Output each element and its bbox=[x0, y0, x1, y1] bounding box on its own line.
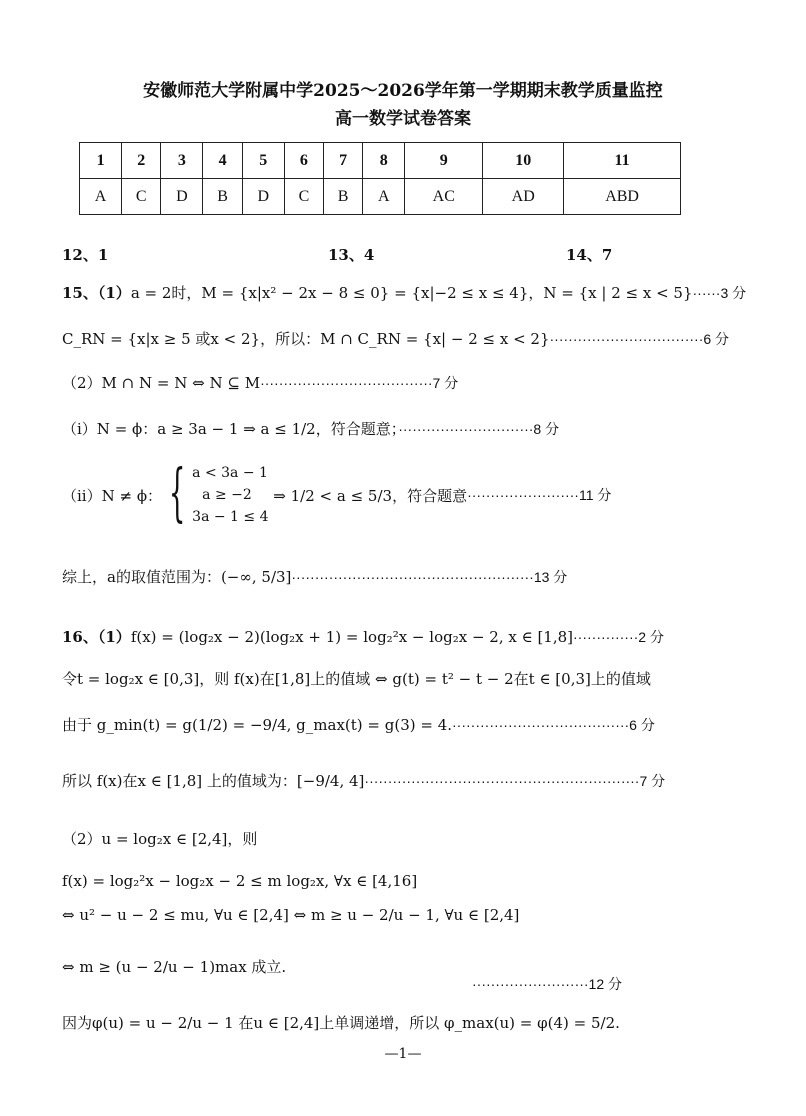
q15-line-5-text: ⇒ 1/2 < a ≤ 5/3，符合题意 bbox=[273, 486, 468, 505]
answer-cell: D bbox=[161, 179, 203, 215]
system-line: 3a − 1 ≤ 4 bbox=[192, 509, 269, 525]
answer-cell: B bbox=[323, 179, 362, 215]
q15-line-1-text: a = 2时，M = {x|x² − 2x − 8 ≤ 0} = {x|−2 ≤ x ≤ 4}，N = {x | 2 ≤ x < 5} bbox=[130, 284, 693, 302]
system-line: a ≥ −2 bbox=[202, 487, 252, 503]
q15-line-2 bbox=[62, 328, 729, 349]
q16-label: 16、（1） bbox=[62, 628, 131, 646]
q16-line-4 bbox=[62, 770, 665, 791]
question-number-cell: 5 bbox=[242, 143, 284, 179]
question-number-cell: 3 bbox=[161, 143, 203, 179]
answer-cell: ABD bbox=[564, 179, 681, 215]
page-number: —1— bbox=[384, 1046, 422, 1062]
answer-cell: AC bbox=[405, 179, 483, 215]
question-number-cell: 6 bbox=[284, 143, 323, 179]
question-number-cell: 11 bbox=[564, 143, 681, 179]
q16-line-3 bbox=[62, 714, 655, 735]
question-number-cell: 1 bbox=[80, 143, 122, 179]
answer-cell: C bbox=[284, 179, 323, 215]
answer-table bbox=[79, 142, 681, 215]
answer-cell: A bbox=[363, 179, 405, 215]
system-line: a < 3a − 1 bbox=[192, 465, 268, 481]
q16-line-2: 令t = log₂x ∈ [0,3]，则 f(x)在[1,8]上的值域 ⇔ g(t) = t² − t − 2在t ∈ [0,3]上的值域 bbox=[62, 670, 651, 688]
question-number-cell: 10 bbox=[483, 143, 564, 179]
q16-line-9: 因为φ(u) = u − 2/u − 1 在u ∈ [2,4]上单调递增，所以 φ_max(u) = φ(4) = 5/2. bbox=[62, 1014, 620, 1032]
answer-table-header-row bbox=[80, 143, 681, 179]
q16-line-5: （2）u = log₂x ∈ [2,4]，则 bbox=[62, 830, 258, 848]
answer-12: 12、1 bbox=[62, 246, 109, 264]
q15-line-4-text: （i）N = ϕ：a ≥ 3a − 1 ⇒ a ≤ 1/2，符合题意； bbox=[62, 420, 399, 438]
question-number-cell: 2 bbox=[122, 143, 161, 179]
question-number-cell: 9 bbox=[405, 143, 483, 179]
q15-line-3-text: （2）M ∩ N = N ⇔ N ⊆ M bbox=[62, 374, 261, 392]
document-title: 安徽师范大学附属中学2025～2026学年第一学期期末教学质量监控 bbox=[143, 81, 663, 101]
answer-13: 13、4 bbox=[328, 246, 375, 264]
answer-cell: D bbox=[242, 179, 284, 215]
score-13: ····················································13 分 bbox=[291, 569, 568, 585]
document-subtitle: 高一数学试卷答案 bbox=[335, 109, 471, 129]
q15-line-6-text: 综上，a的取值范围为：(−∞, 5/3] bbox=[62, 568, 292, 586]
score-6b: ······································6 分 bbox=[452, 717, 655, 733]
score-6: ·································6 分 bbox=[549, 331, 730, 347]
q16-line-4-text: 所以 f(x)在x ∈ [1,8] 上的值域为：[−9/4, 4] bbox=[62, 772, 365, 790]
inequality-system bbox=[192, 462, 268, 528]
score-7b: ···························································7 分 bbox=[364, 773, 666, 789]
q15-line-3 bbox=[62, 372, 458, 393]
score-7: ·····································7 分 bbox=[260, 375, 459, 391]
answer-cell: B bbox=[203, 179, 242, 215]
question-number-cell: 8 bbox=[363, 143, 405, 179]
q15-label: 15、（1） bbox=[62, 284, 131, 302]
q15-line-2-text: C_RN = {x|x ≥ 5 或x < 2}，所以：M ∩ C_RN = {x| − 2 ≤ x < 2} bbox=[62, 330, 550, 348]
q16-line-6: f(x) = log₂²x − log₂x − 2 ≤ m log₂x, ∀x ∈ [4,16] bbox=[62, 872, 418, 890]
score-2: ··············2 分 bbox=[573, 629, 664, 645]
answer-cell: A bbox=[80, 179, 122, 215]
score-12: ·························12 分 bbox=[472, 976, 623, 992]
q15-line-6 bbox=[62, 566, 567, 587]
q15-line-4 bbox=[62, 418, 559, 439]
question-number-cell: 4 bbox=[203, 143, 242, 179]
answer-14: 14、7 bbox=[566, 246, 613, 264]
left-brace: { bbox=[168, 459, 186, 531]
q16-line-1 bbox=[62, 626, 664, 647]
q16-line-3-text: 由于 g_min(t) = g(1/2) = −9/4, g_max(t) = g(3) = 4. bbox=[62, 716, 453, 734]
answer-cell: AD bbox=[483, 179, 564, 215]
q15-line-5-label: （ii）N ≠ ϕ： bbox=[62, 486, 163, 505]
score-8: ·····························8 分 bbox=[398, 421, 560, 437]
q16-line-7: ⇔ u² − u − 2 ≤ mu, ∀u ∈ [2,4] ⇔ m ≥ u − 2/u − 1, ∀u ∈ [2,4] bbox=[62, 906, 520, 924]
q15-line-5 bbox=[62, 459, 612, 532]
answer-cell: C bbox=[122, 179, 161, 215]
q16-line-8: ⇔ m ≥ (u − 2/u − 1)max 成立. bbox=[62, 958, 287, 976]
q15-line-1 bbox=[62, 282, 746, 303]
score-3: ······3 分 bbox=[692, 285, 747, 301]
q16-line-1-text: f(x) = (log₂x − 2)(log₂x + 1) = log₂²x − log₂x − 2, x ∈ [1,8] bbox=[130, 628, 574, 646]
answer-table-row bbox=[80, 179, 681, 215]
question-number-cell: 7 bbox=[323, 143, 362, 179]
score-11: ························11 分 bbox=[467, 487, 612, 503]
